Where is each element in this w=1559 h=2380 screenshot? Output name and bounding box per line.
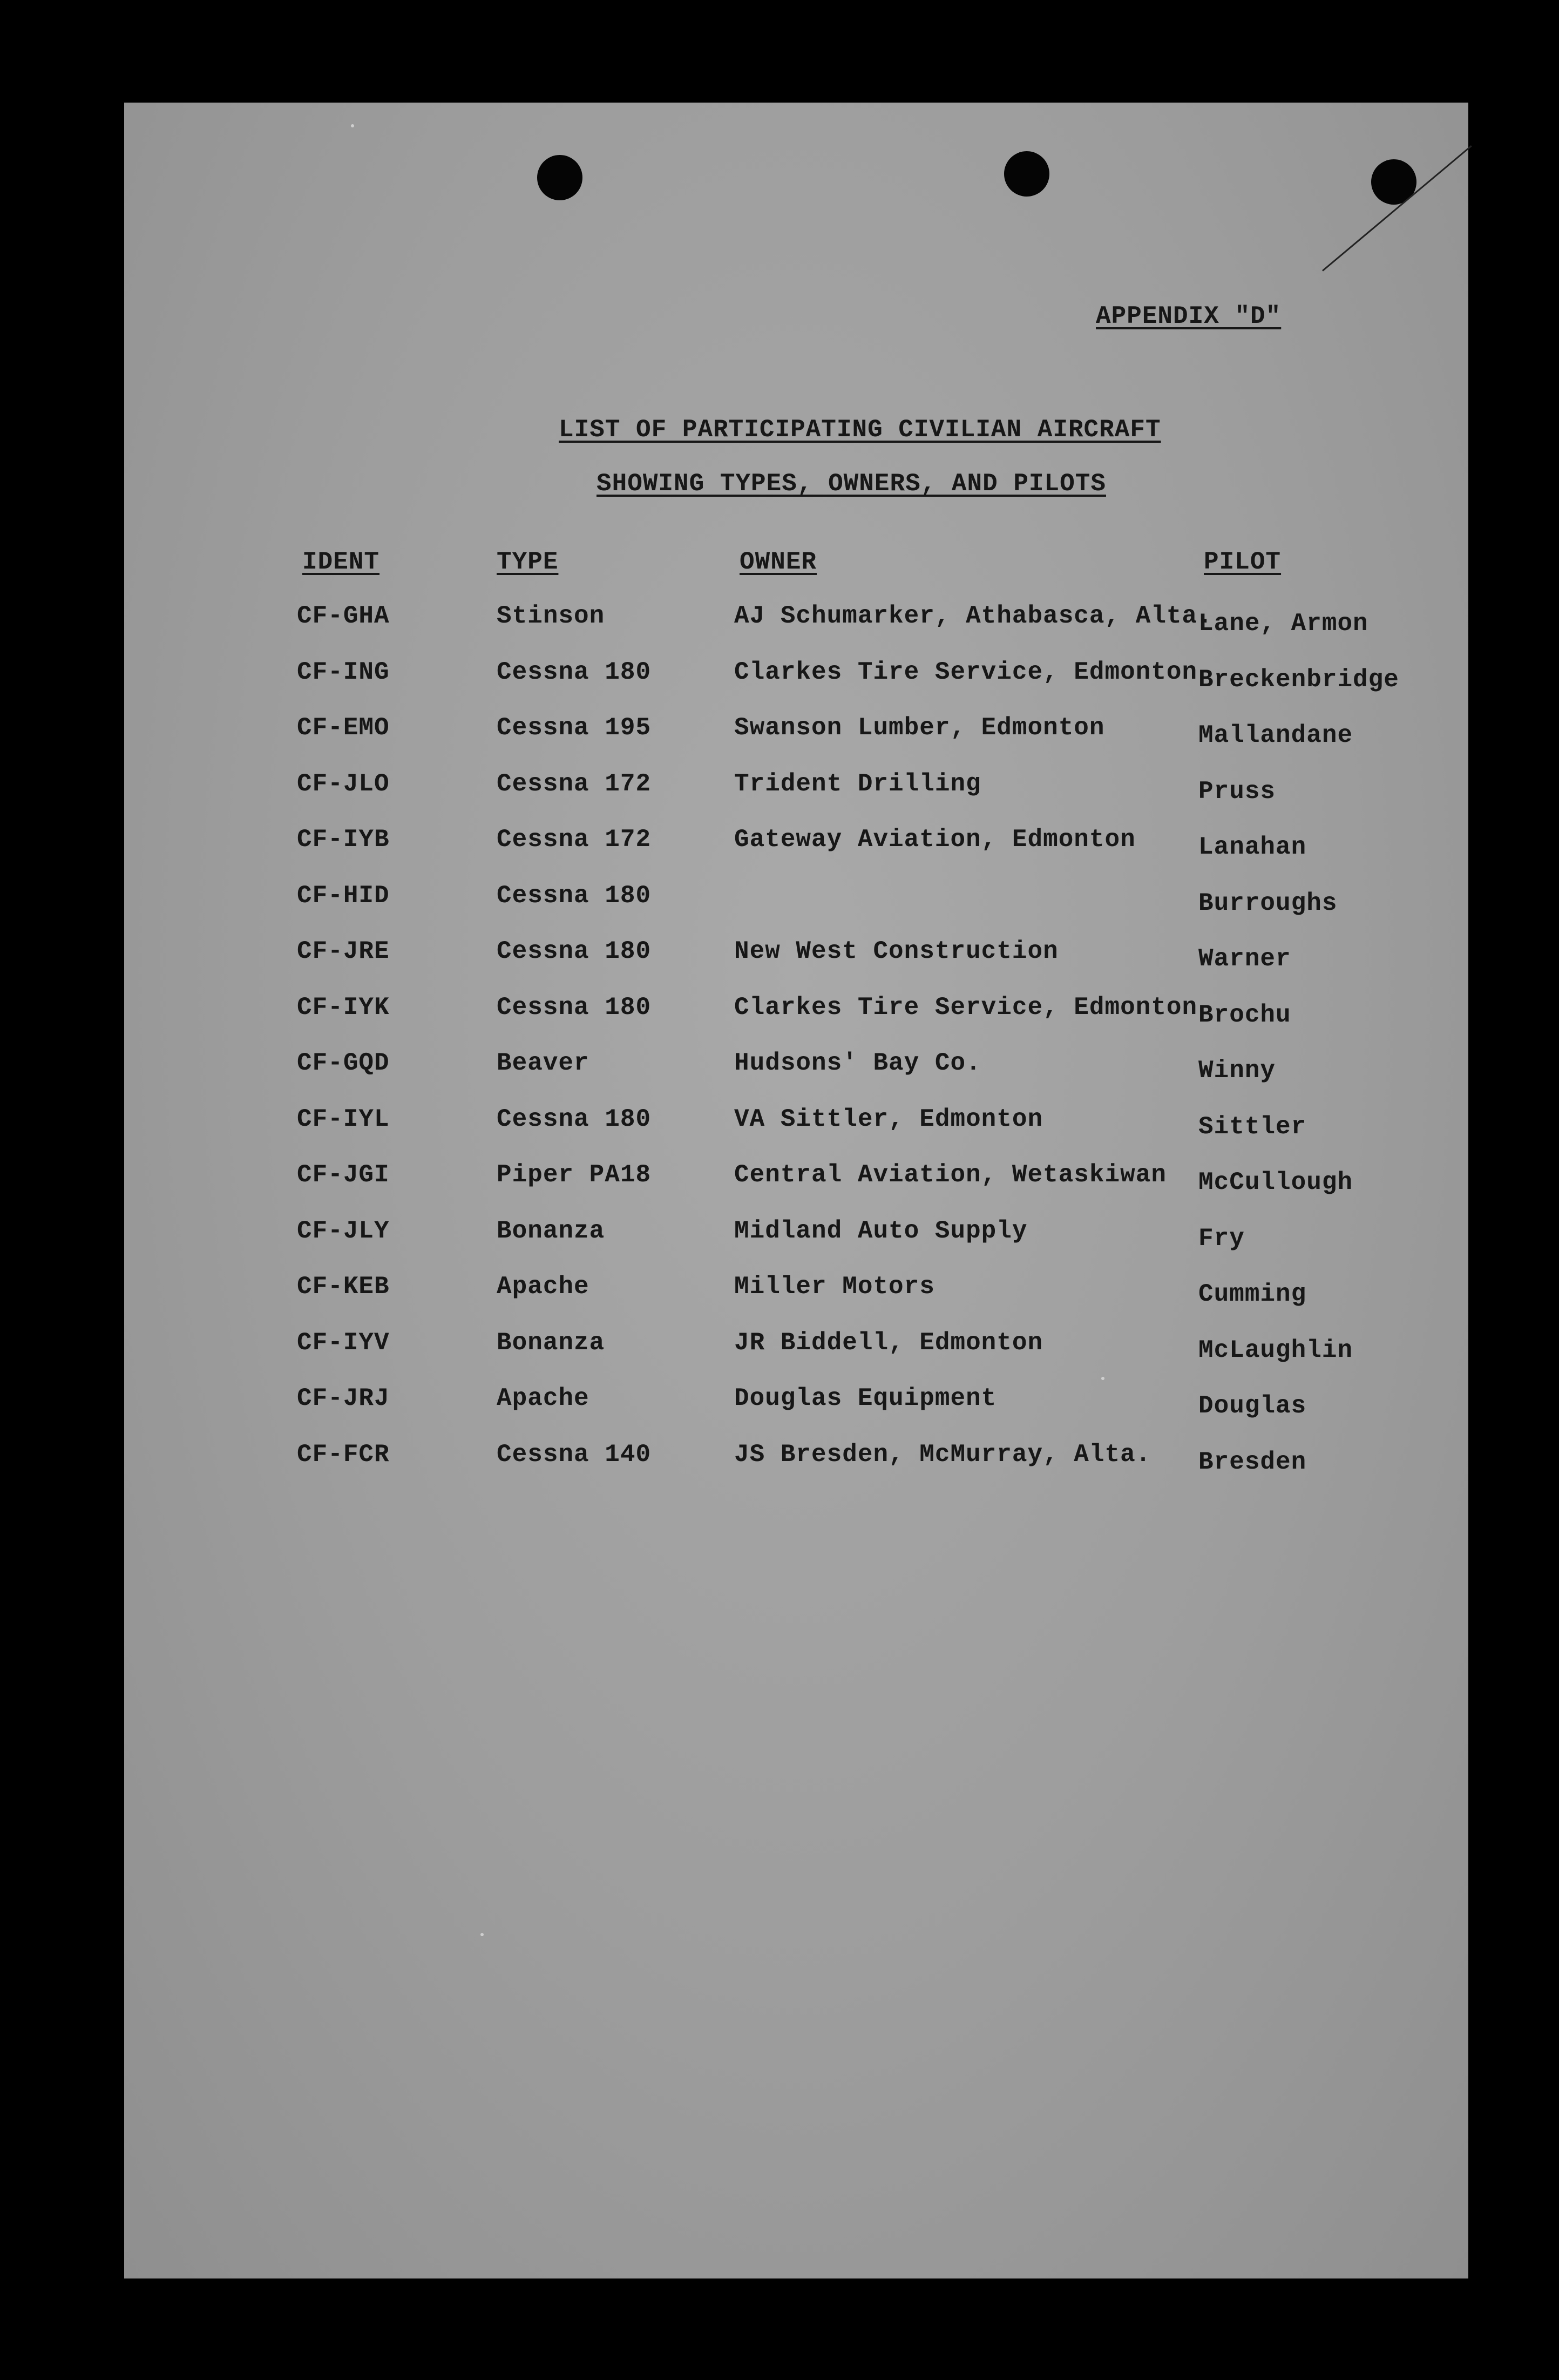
column-header-ident: IDENT — [302, 548, 380, 576]
punch-hole-center — [1004, 151, 1049, 197]
table-row — [124, 826, 1468, 882]
owner-cell: Central Aviation, Wetaskiwan — [734, 1161, 1167, 1189]
pilot-cell: Pruss — [1198, 777, 1276, 806]
type-cell: Cessna 180 — [497, 937, 652, 965]
ident-cell: CF-EMO — [297, 714, 390, 742]
type-cell: Cessna 180 — [497, 1105, 652, 1133]
table-row — [124, 714, 1468, 770]
ident-cell: CF-IYL — [297, 1105, 390, 1133]
ident-cell: CF-JRE — [297, 937, 390, 965]
owner-cell: Gateway Aviation, Edmonton — [734, 826, 1136, 854]
owner-cell: Swanson Lumber, Edmonton — [734, 714, 1105, 742]
table-row — [124, 1161, 1468, 1217]
table-row — [124, 1384, 1468, 1441]
owner-cell: Midland Auto Supply — [734, 1216, 1028, 1245]
ident-cell: CF-GQD — [297, 1049, 390, 1077]
column-header-type: TYPE — [497, 548, 559, 576]
type-cell: Apache — [497, 1273, 589, 1301]
ident-cell: CF-IYV — [297, 1328, 390, 1357]
type-cell: Piper PA18 — [497, 1161, 652, 1189]
type-cell: Cessna 140 — [497, 1440, 652, 1469]
ident-cell: CF-JLY — [297, 1216, 390, 1245]
column-header-pilot: PILOT — [1204, 548, 1282, 576]
type-cell: Bonanza — [497, 1328, 605, 1357]
pilot-cell: Mallandane — [1198, 721, 1353, 749]
pilot-cell: Lane, Armon — [1198, 610, 1368, 638]
table-row — [124, 1329, 1468, 1385]
table-row — [124, 770, 1468, 826]
ident-cell: CF-ING — [297, 658, 390, 686]
table-row — [124, 882, 1468, 938]
ident-cell: CF-JGI — [297, 1161, 390, 1189]
ident-cell: CF-IYB — [297, 826, 390, 854]
owner-cell: VA Sittler, Edmonton — [734, 1105, 1043, 1133]
ident-cell: CF-JRJ — [297, 1384, 390, 1412]
pilot-cell: Douglas — [1198, 1392, 1307, 1420]
type-cell: Cessna 195 — [497, 714, 652, 742]
table-row — [124, 993, 1468, 1050]
ident-cell: CF-IYK — [297, 993, 390, 1022]
page-subtitle: SHOWING TYPES, OWNERS, AND PILOTS — [597, 470, 1106, 498]
ident-cell: CF-HID — [297, 881, 390, 910]
type-cell: Cessna 180 — [497, 658, 652, 686]
owner-cell: Miller Motors — [734, 1273, 935, 1301]
ident-cell: CF-JLO — [297, 769, 390, 798]
type-cell: Bonanza — [497, 1216, 605, 1245]
table-row — [124, 602, 1468, 658]
pilot-cell: Sittler — [1198, 1112, 1307, 1141]
type-cell: Apache — [497, 1384, 589, 1412]
dust-speck — [351, 124, 354, 127]
table-row — [124, 1105, 1468, 1161]
table-row — [124, 937, 1468, 993]
type-cell: Beaver — [497, 1049, 589, 1077]
pilot-cell: Breckenbridge — [1198, 665, 1399, 694]
pilot-cell: Burroughs — [1198, 889, 1338, 917]
owner-cell: AJ Schumarker, Athabasca, Alta. — [734, 602, 1213, 630]
page-title: LIST OF PARTICIPATING CIVILIAN AIRCRAFT — [559, 416, 1161, 444]
owner-cell: New West Construction — [734, 937, 1059, 965]
owner-cell: Douglas Equipment — [734, 1384, 997, 1412]
ident-cell: CF-FCR — [297, 1440, 390, 1469]
pilot-cell: Fry — [1198, 1224, 1245, 1253]
table-row — [124, 1217, 1468, 1273]
table-row — [124, 658, 1468, 714]
document-page — [124, 103, 1468, 2278]
owner-cell: Trident Drilling — [734, 769, 981, 798]
type-cell: Cessna 172 — [497, 826, 652, 854]
aircraft-table — [124, 602, 1468, 1496]
pilot-cell: Lanahan — [1198, 833, 1307, 861]
ident-cell: CF-KEB — [297, 1273, 390, 1301]
type-cell: Cessna 180 — [497, 993, 652, 1022]
type-cell: Cessna 172 — [497, 769, 652, 798]
pilot-cell: Cumming — [1198, 1280, 1307, 1308]
owner-cell: JS Bresden, McMurray, Alta. — [734, 1440, 1151, 1469]
owner-cell: Clarkes Tire Service, Edmonton — [734, 658, 1198, 686]
dust-speck — [480, 1933, 484, 1936]
table-row — [124, 1441, 1468, 1497]
column-header-owner: OWNER — [740, 548, 817, 576]
pilot-cell: Bresden — [1198, 1448, 1307, 1476]
type-cell: Stinson — [497, 602, 605, 630]
table-row — [124, 1273, 1468, 1329]
type-cell: Cessna 180 — [497, 881, 652, 910]
appendix-label: APPENDIX "D" — [1096, 302, 1282, 330]
pilot-cell: McLaughlin — [1198, 1336, 1353, 1364]
pilot-cell: McCullough — [1198, 1168, 1353, 1196]
ident-cell: CF-GHA — [297, 602, 390, 630]
pilot-cell: Warner — [1198, 945, 1291, 973]
pilot-cell: Brochu — [1198, 1000, 1291, 1029]
pilot-cell: Winny — [1198, 1057, 1276, 1085]
punch-hole-left — [537, 155, 582, 200]
owner-cell: Hudsons' Bay Co. — [734, 1049, 981, 1077]
owner-cell: JR Biddell, Edmonton — [734, 1328, 1043, 1357]
table-row — [124, 1049, 1468, 1105]
owner-cell: Clarkes Tire Service, Edmonton — [734, 993, 1198, 1022]
